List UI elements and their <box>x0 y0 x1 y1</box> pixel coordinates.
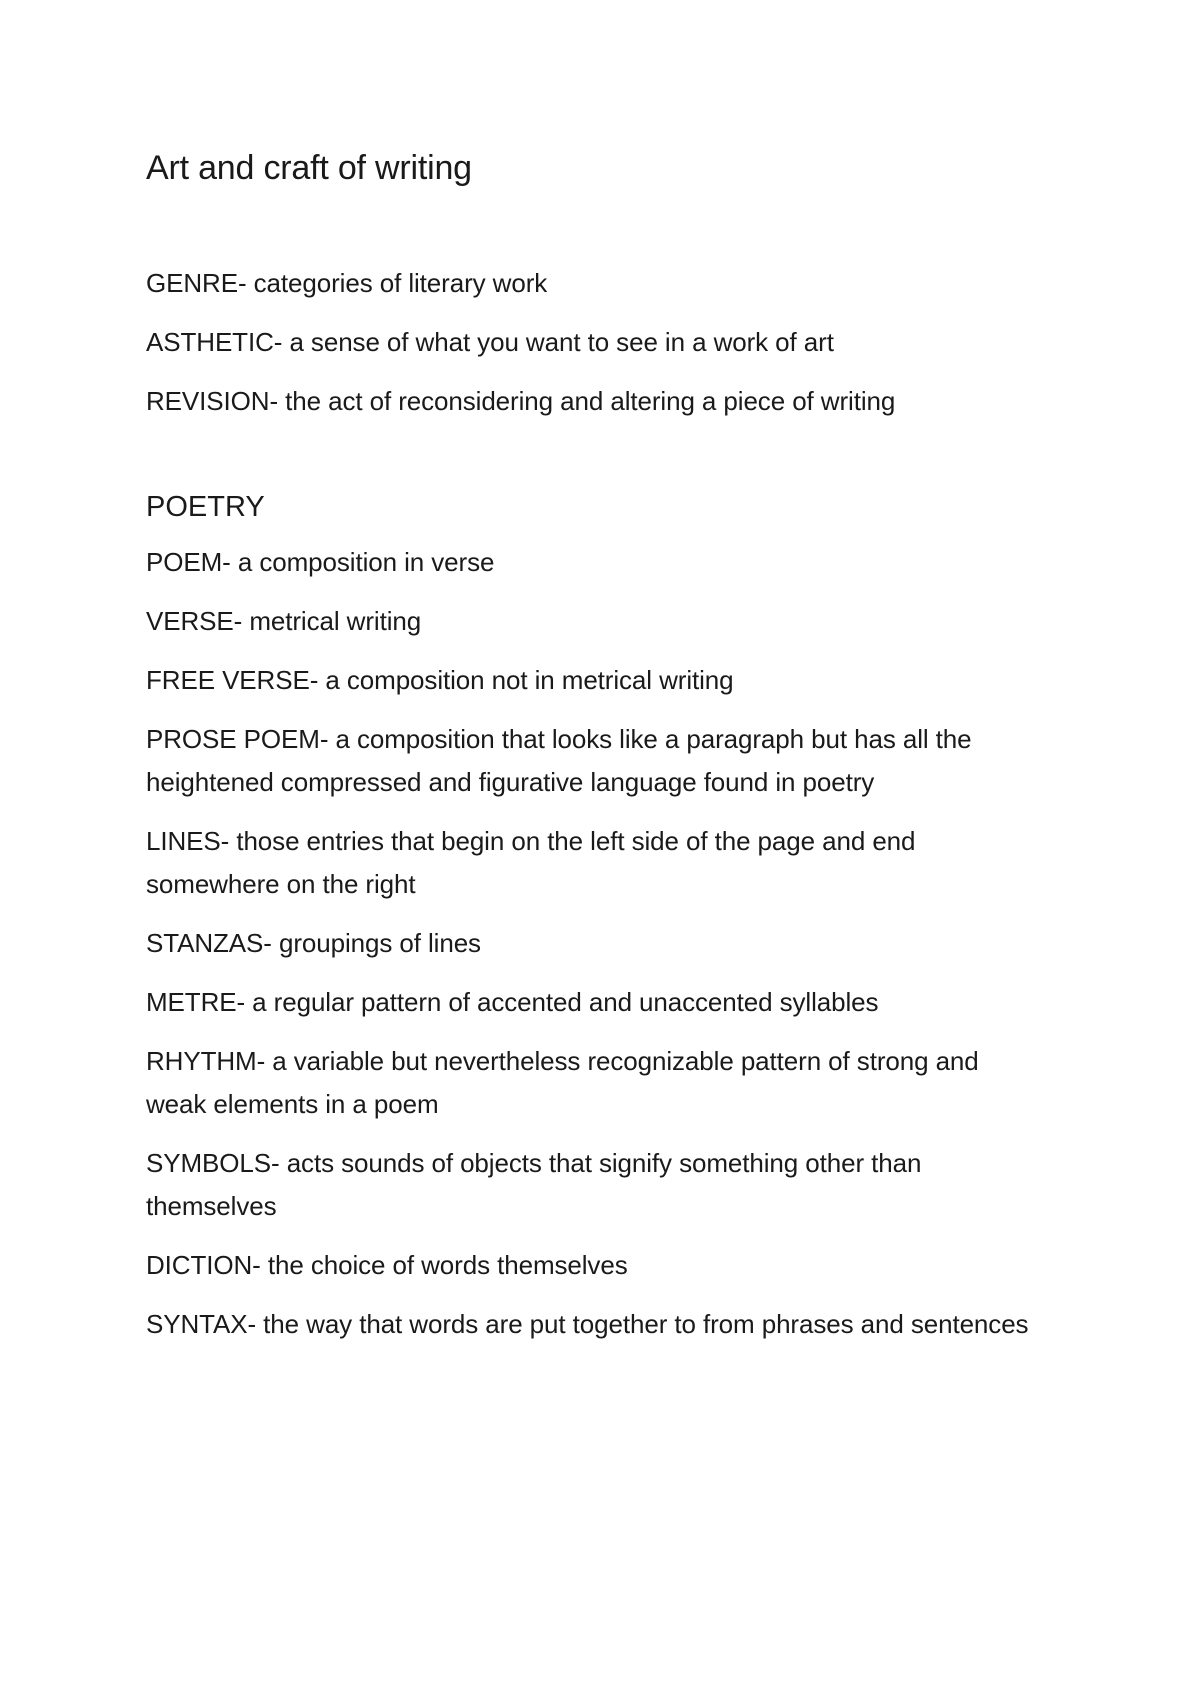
definition-syntax: SYNTAX- the way that words are put together to from phrases and sentences <box>146 1309 1029 1339</box>
definition-prose-poem: PROSE POEM- a composition that looks like a paragraph but has all the heightened compressed and figurative language found in poetry <box>146 724 972 797</box>
definition-rhythm: RHYTHM- a variable but nevertheless recognizable pattern of strong and weak elements in a poem <box>146 1046 979 1119</box>
definition-symbols: SYMBOLS- acts sounds of objects that signify something other than themselves <box>146 1148 922 1221</box>
definition-poem: POEM- a composition in verse <box>146 547 495 577</box>
definition-asthetic: ASTHETIC- a sense of what you want to see in a work of art <box>146 327 834 357</box>
document-content <box>146 148 1046 1362</box>
definition-stanzas: STANZAS- groupings of lines <box>146 928 481 958</box>
definition-metre: METRE- a regular pattern of accented and unaccented syllables <box>146 987 879 1017</box>
spacer <box>146 439 1046 489</box>
definition-lines: LINES- those entries that begin on the left side of the page and end somewhere on the right <box>146 826 916 899</box>
section-heading-poetry: POETRY <box>146 491 265 523</box>
definition-diction: DICTION- the choice of words themselves <box>146 1250 628 1280</box>
intro-definitions <box>146 262 1046 423</box>
definition-genre: GENRE- categories of literary work <box>146 268 548 298</box>
definition-verse: VERSE- metrical writing <box>146 606 422 636</box>
poetry-section <box>146 489 1046 1346</box>
definition-revision: REVISION- the act of reconsidering and altering a piece of writing <box>146 386 896 416</box>
definition-free-verse: FREE VERSE- a composition not in metrical writing <box>146 665 734 695</box>
document-title: Art and craft of writing <box>146 149 472 187</box>
spacer <box>146 188 1046 262</box>
